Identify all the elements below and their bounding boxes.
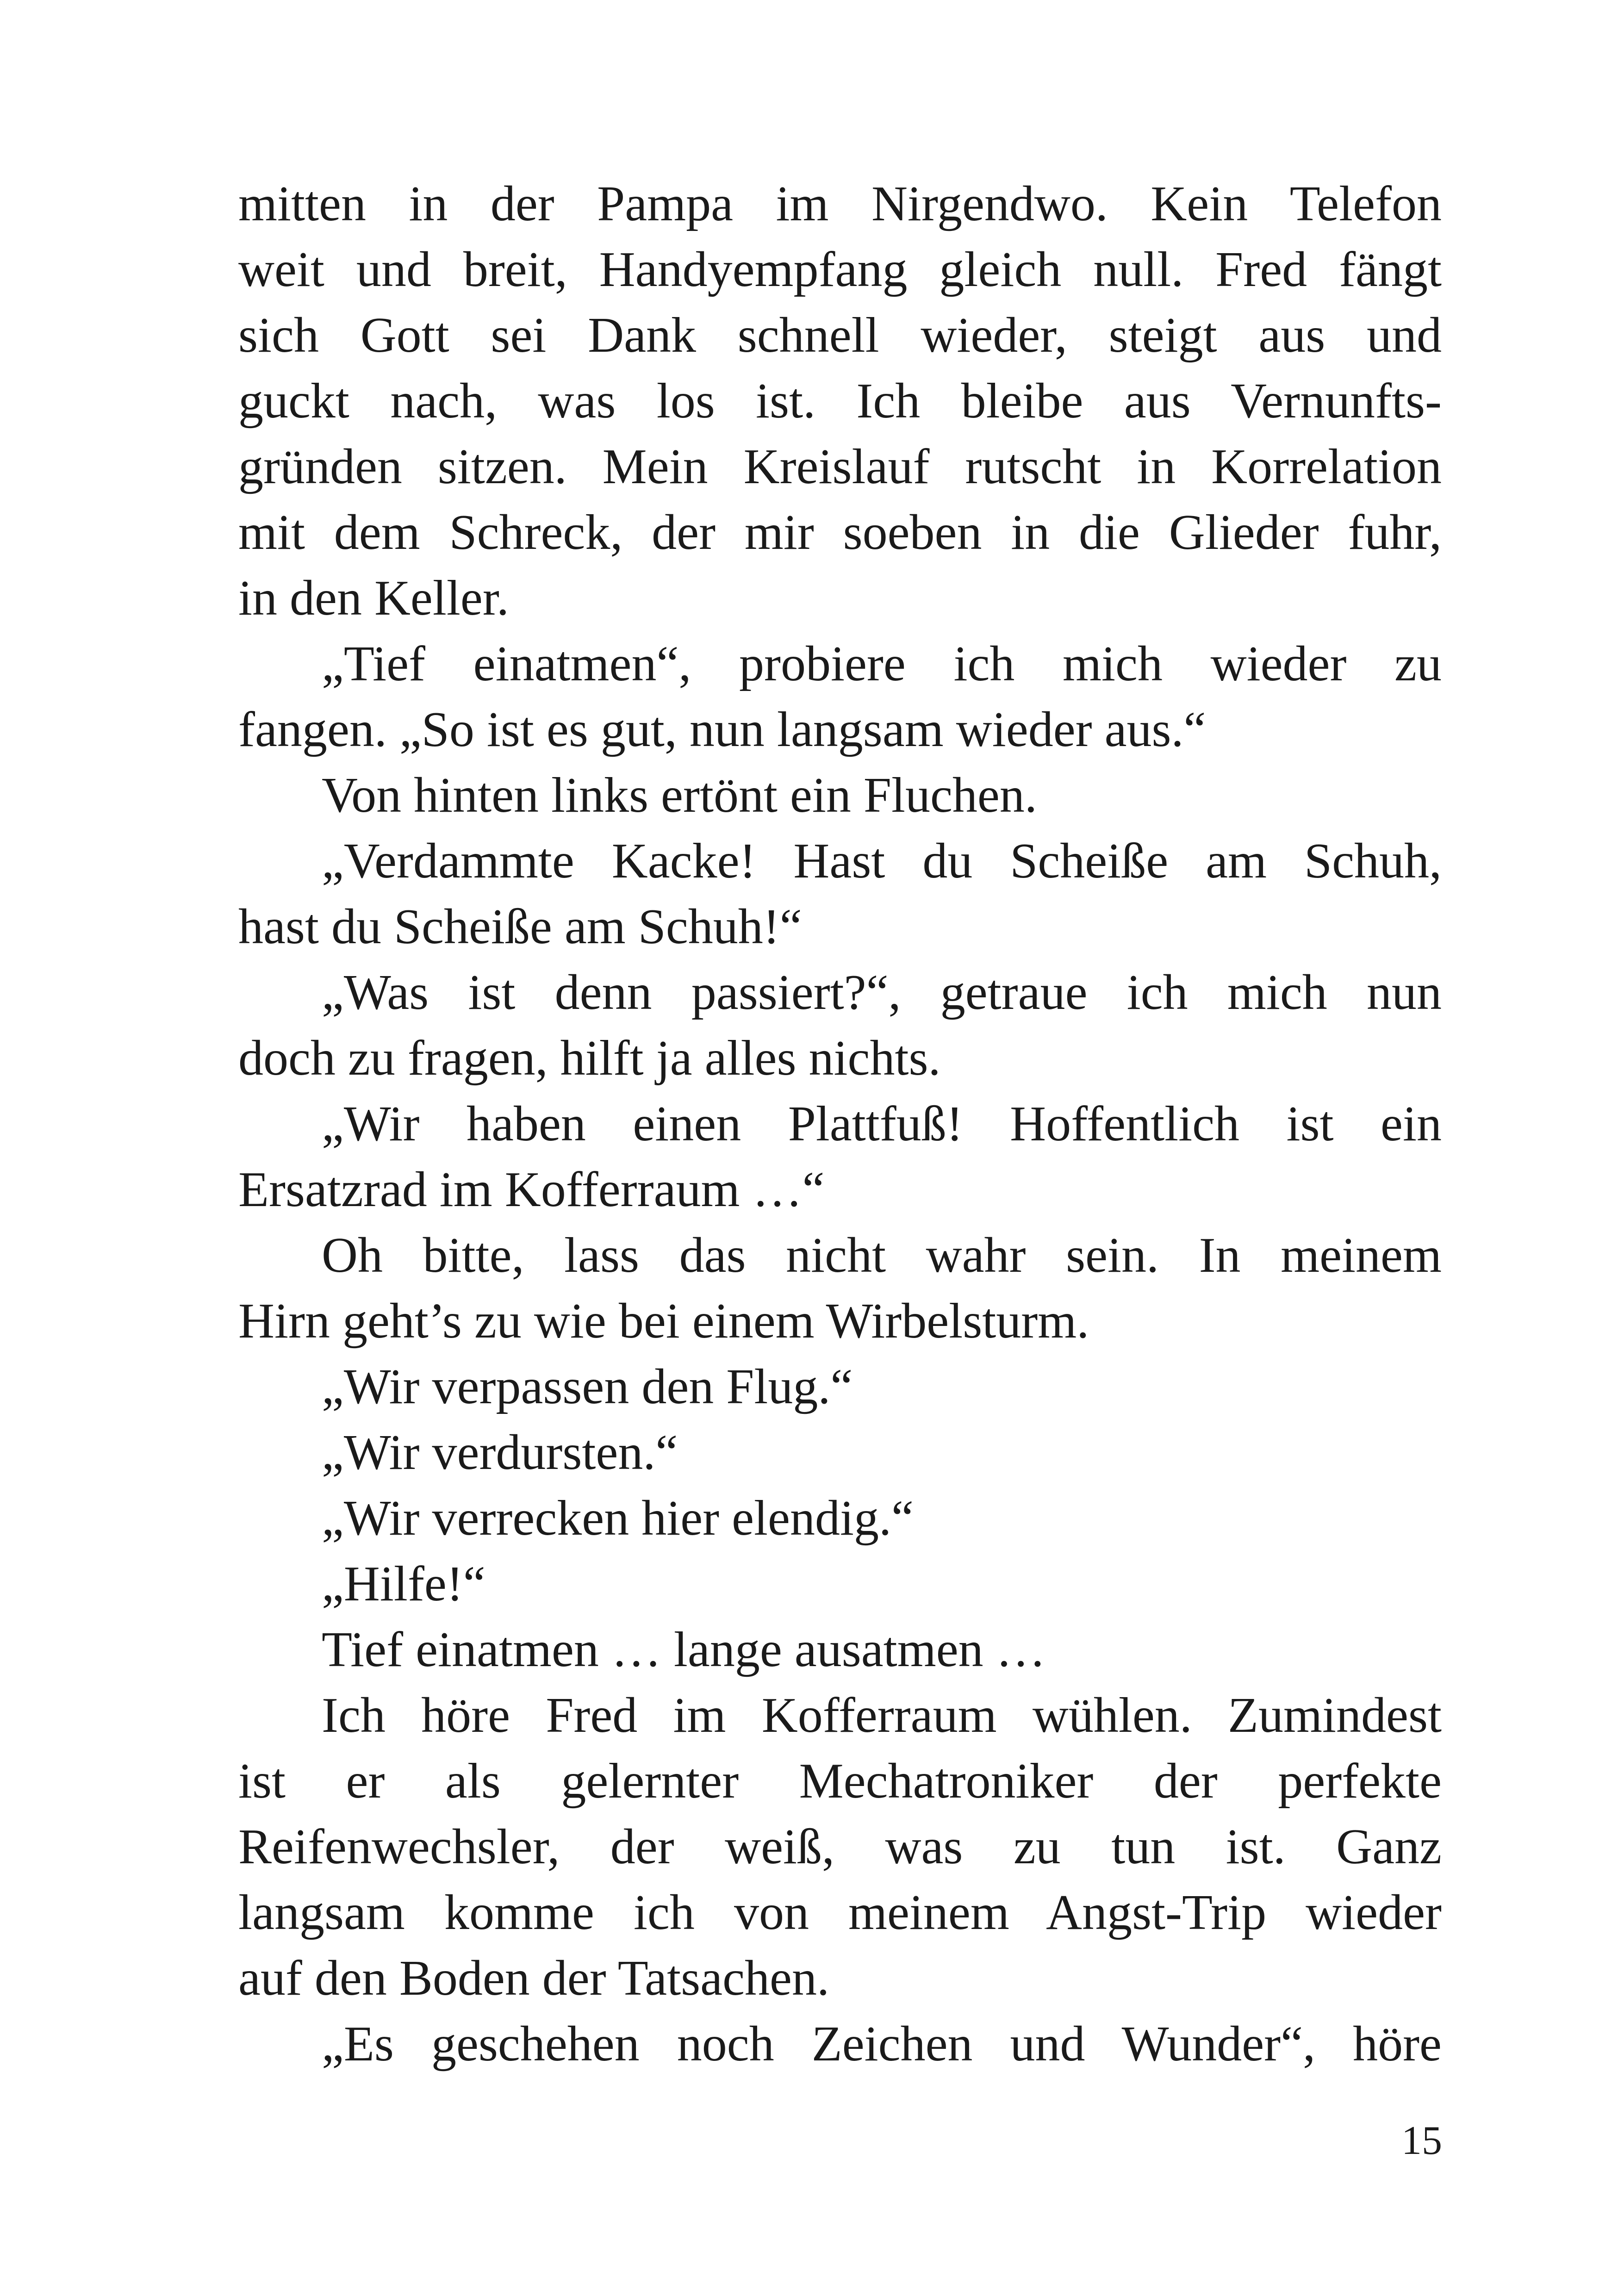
- text-line: Ich höre Fred im Kofferraum wühlen. Zumindest: [322, 1688, 1442, 1743]
- text-line: mitten in der Pampa im Nirgendwo. Kein Telefon: [238, 176, 1442, 231]
- text-line: guckt nach, was los ist. Ich bleibe aus Vernunfts-: [238, 373, 1442, 429]
- text-line: auf den Boden der Tatsachen.: [238, 1951, 829, 2006]
- text-line: Ersatzrad im Kofferraum …“: [238, 1162, 825, 1217]
- text-line: sich Gott sei Dank schnell wieder, steigt aus und: [238, 308, 1442, 363]
- text-line: gründen sitzen. Mein Kreislauf rutscht in Korrelation: [238, 439, 1442, 494]
- text-line: „Wir verpassen den Flug.“: [322, 1359, 853, 1414]
- text-line: Tief einatmen … lange ausatmen …: [322, 1622, 1046, 1677]
- text-line: Von hinten links ertönt ein Fluchen.: [322, 768, 1037, 823]
- text-line: Reifenwechsler, der weiß, was zu tun ist. Ganz: [238, 1819, 1442, 1874]
- text-line: „Es geschehen noch Zeichen und Wunder“, höre: [322, 2016, 1442, 2072]
- page-number: 15: [1401, 2118, 1442, 2163]
- text-line: „Wir verrecken hier elendig.“: [322, 1491, 914, 1546]
- text-line: ist er als gelernter Mechatroniker der perfekte: [238, 1754, 1442, 1809]
- text-line: doch zu fragen, hilft ja alles nichts.: [238, 1031, 941, 1086]
- text-line: „Hilfe!“: [322, 1556, 485, 1612]
- text-line: hast du Scheiße am Schuh!“: [238, 899, 802, 954]
- text-line: „Wir verdursten.“: [322, 1425, 678, 1480]
- text-line: in den Keller.: [238, 571, 509, 626]
- text-line: „Verdammte Kacke! Hast du Scheiße am Schuh,: [322, 834, 1442, 889]
- text-line: langsam komme ich von meinem Angst-Trip wieder: [238, 1885, 1442, 1940]
- text-line: „Tief einatmen“, probiere ich mich wieder zu: [322, 636, 1442, 691]
- text-line: „Was ist denn passiert?“, getraue ich mich nun: [322, 965, 1442, 1020]
- text-line: fangen. „So ist es gut, nun langsam wieder aus.“: [238, 702, 1206, 757]
- text-line: mit dem Schreck, der mir soeben in die Glieder fuhr,: [238, 505, 1442, 560]
- text-line: Oh bitte, lass das nicht wahr sein. In meinem: [322, 1228, 1442, 1283]
- text-line: weit und breit, Handyempfang gleich null. Fred fängt: [238, 242, 1442, 297]
- text-line: „Wir haben einen Plattfuß! Hoffentlich ist ein: [322, 1096, 1442, 1151]
- text-line: Hirn geht’s zu wie bei einem Wirbelsturm.: [238, 1294, 1089, 1349]
- body-text: [238, 171, 1442, 2077]
